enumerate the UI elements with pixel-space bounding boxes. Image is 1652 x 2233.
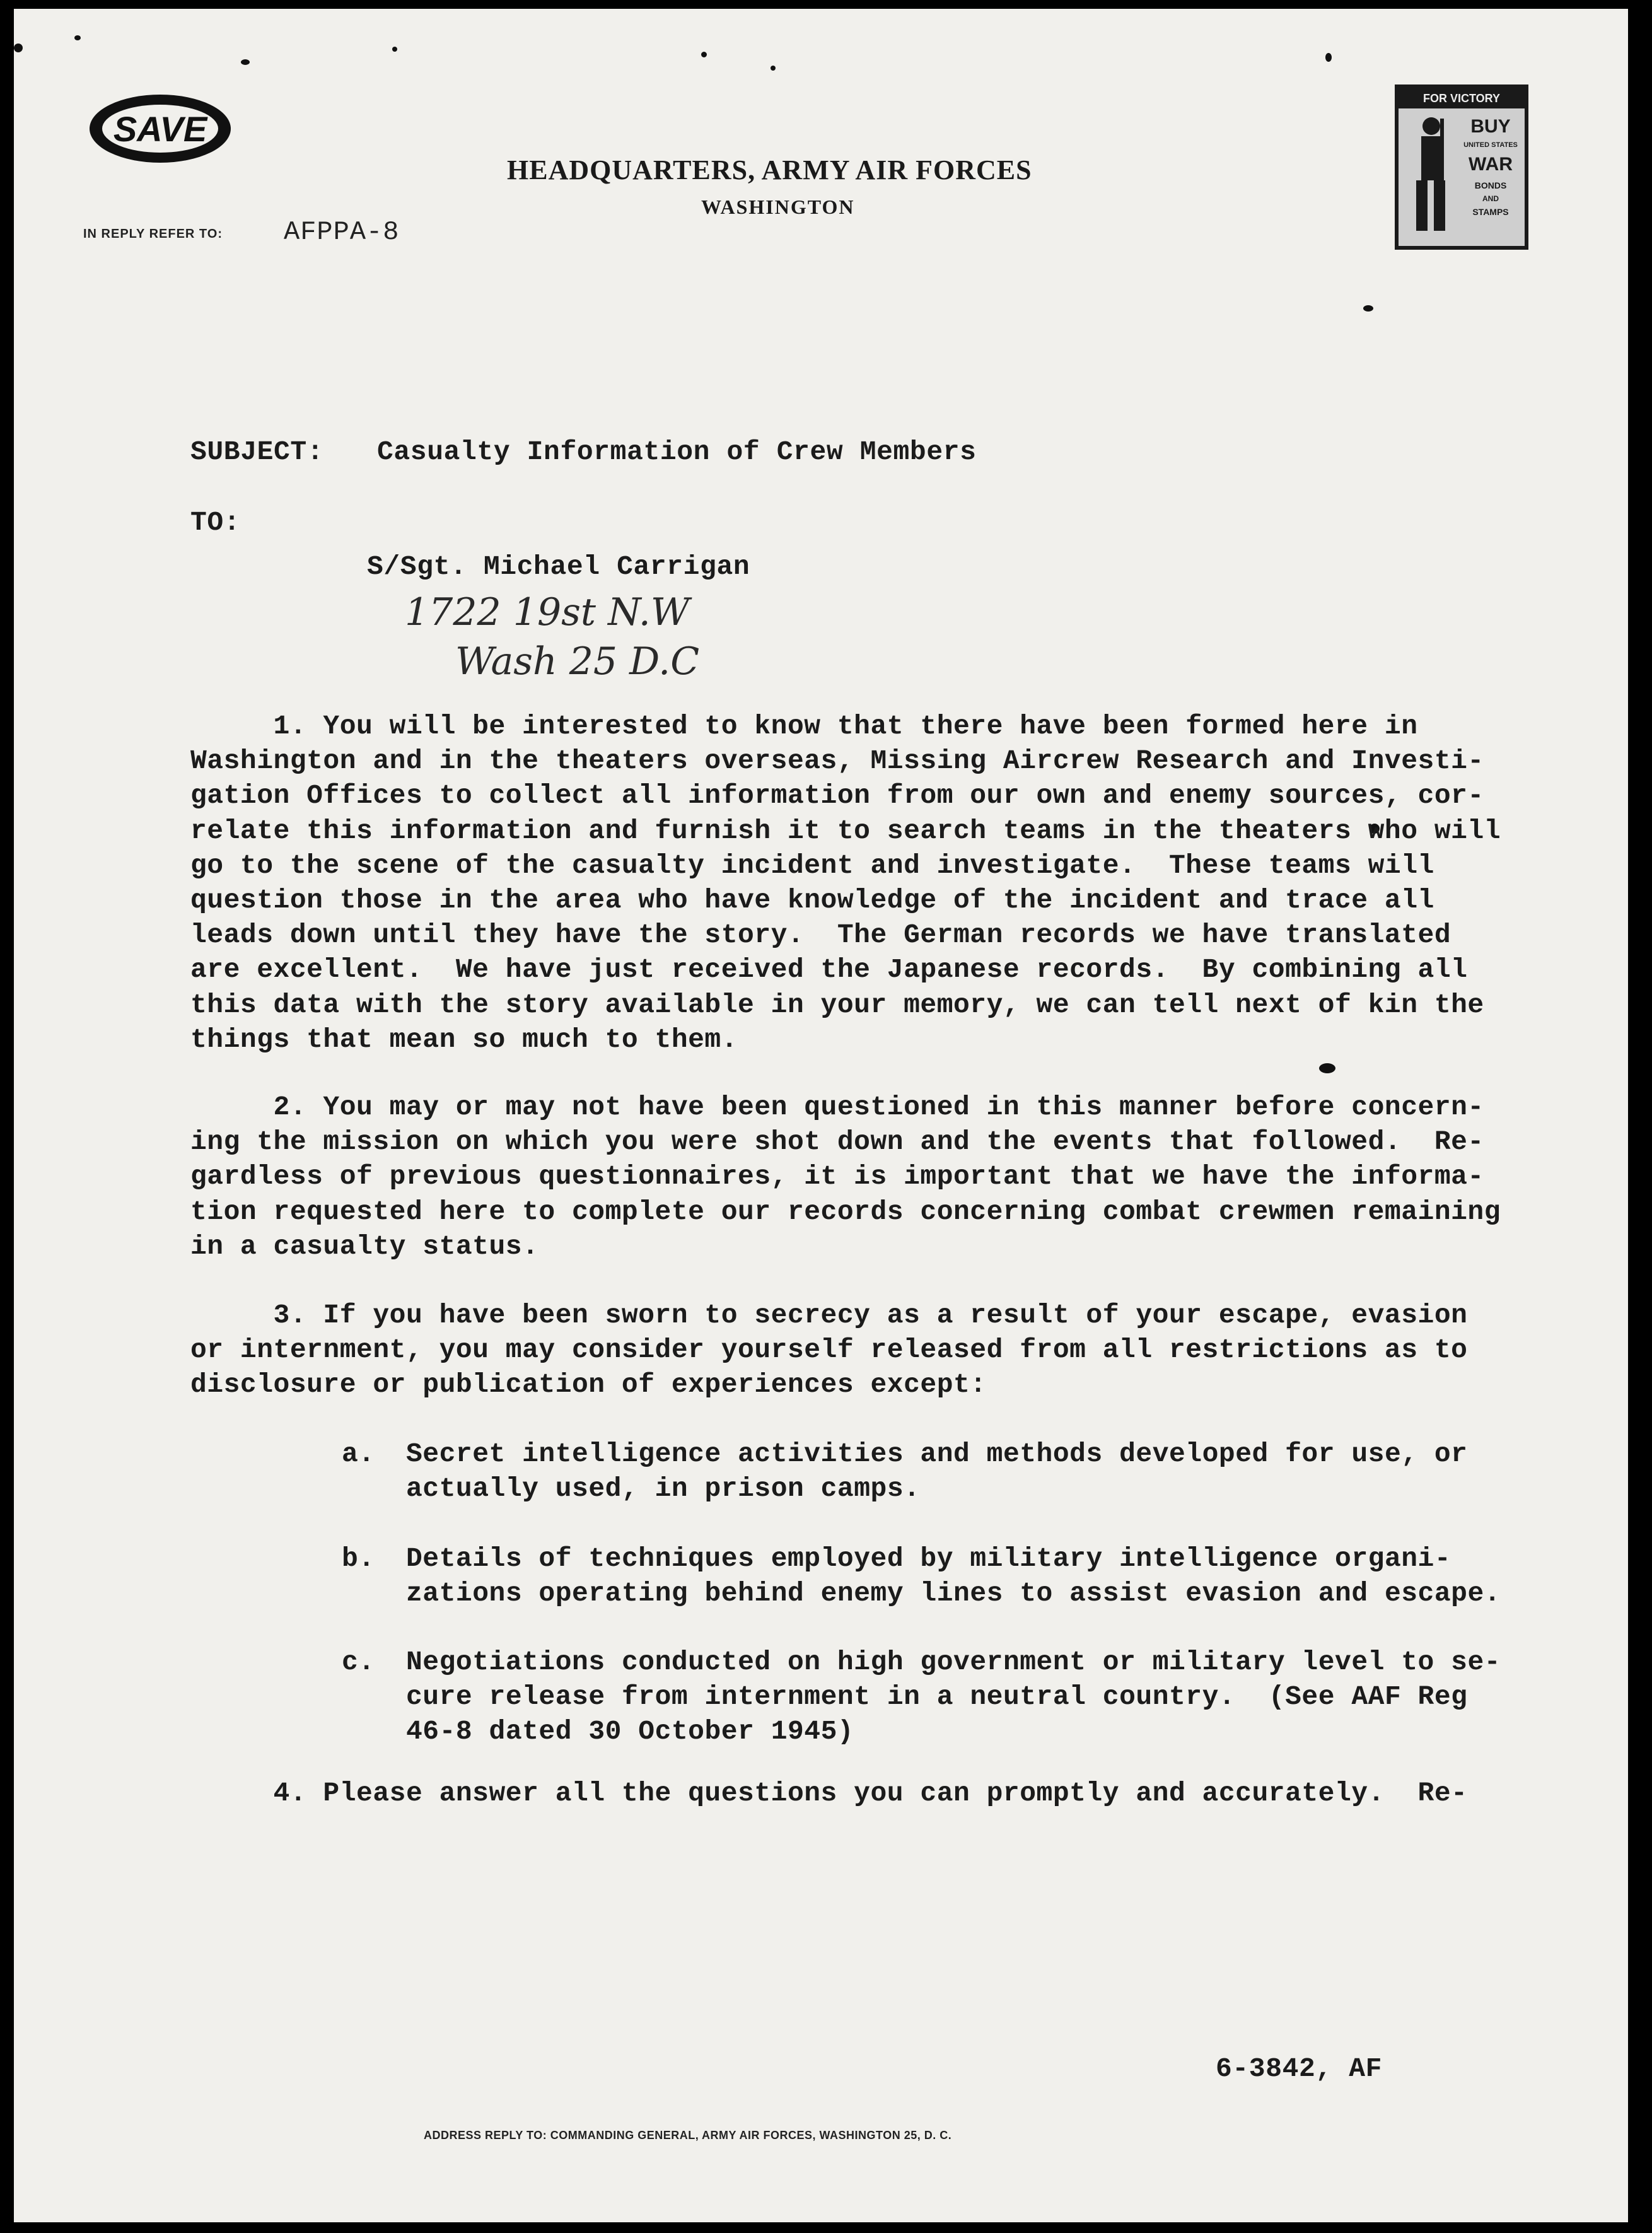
minuteman-icon — [1402, 112, 1459, 238]
recipient-name: S/Sgt. Michael Carrigan — [367, 551, 750, 582]
scan-speck — [392, 47, 397, 52]
save-seal-logo — [84, 91, 236, 166]
list-item-marker: b. — [342, 1543, 375, 1574]
handwritten-address-street: 1722 19st N.W — [405, 590, 690, 634]
stamp-heading: FOR VICTORY — [1399, 88, 1525, 108]
list-item-marker: c. — [342, 1647, 375, 1677]
scan-speck — [74, 35, 81, 40]
war-bonds-stamp — [1395, 85, 1528, 250]
paragraph-3: 3. If you have been sworn to secrecy as a result of your escape, evasion or internment, you may consider yourself released from all restrictions as to disclosure or publication of experiences except: — [190, 1300, 1468, 1401]
list-item-marker: a. — [342, 1438, 375, 1469]
scan-speck — [14, 44, 23, 52]
stamp-buy: BUY — [1470, 116, 1511, 137]
handwritten-address-city: Wash 25 D.C — [455, 639, 700, 684]
reply-label: IN REPLY REFER TO: — [83, 227, 223, 241]
scan-speck — [1363, 305, 1373, 312]
org-name: HEADQUARTERS, ARMY AIR FORCES — [507, 155, 1032, 185]
subject-text: Casualty Information of Crew Members — [377, 436, 977, 467]
stamp-war: WAR — [1469, 154, 1513, 175]
paragraph-4: 4. Please answer all the questions you can promptly and accurately. Re- — [190, 1778, 1468, 1809]
scan-speck — [1325, 53, 1332, 62]
paragraph-1: 1. You will be interested to know that there have been formed here in Washington and in the theaters overseas, Missing Aircrew Research and Investi- gation Offices to collect all information from our own and enemy sources, cor- relate this information and furnish it to search teams in the theaters who will go to the scene of the casualty incident and investigate. These teams will question those in the area who have knowledge of the incident and trace all leads down until they have the story. The German records we have translated are excellent. We have just received the Japanese records. By combining all this data with the story available in your memory, we can tell next of kin the things that mean so much to them. — [190, 711, 1501, 1055]
letter-page — [14, 9, 1628, 2222]
reply-code: AFPPA-8 — [284, 217, 400, 247]
paragraph-2: 2. You may or may not have been questioned in this manner before concern- ing the mission on which you were shot down and the events that followed. Re- gardless of previous questionnaires, it is important that we have the informa- tion requested here to complete our records concerning combat crewmen remaining in a casualty status. — [190, 1092, 1501, 1262]
city-name: WASHINGTON — [701, 195, 855, 218]
form-number: 6-3842, AF — [1216, 2053, 1383, 2084]
scan-speck — [771, 66, 776, 71]
subject-label: SUBJECT: — [190, 436, 324, 467]
list-item-text: Details of techniques employed by military intelligence organi- zations operating behind enemy lines to assist evasion and escape. — [406, 1543, 1501, 1609]
stamp-bonds: BONDS — [1474, 180, 1507, 190]
scan-speck — [241, 59, 250, 65]
stamp-and: AND — [1482, 194, 1499, 203]
svg-text:SAVE: SAVE — [113, 109, 207, 149]
to-label: TO: — [190, 507, 241, 538]
scan-speck — [1319, 1063, 1335, 1073]
list-item-text: Secret intelligence activities and methods developed for use, or actually used, in prison camps. — [406, 1438, 1468, 1505]
list-item-text: Negotiations conducted on high government or military level to se- cure release from internment in a neutral country. (See AAF Reg 46-8 dated 30 October 1945) — [406, 1647, 1501, 1747]
address-reply-footer: ADDRESS REPLY TO: COMMANDING GENERAL, ARMY AIR FORCES, WASHINGTON 25, D. C. — [424, 2129, 952, 2142]
stamp-stamps: STAMPS — [1472, 207, 1509, 217]
stamp-united-states: UNITED STATES — [1463, 141, 1518, 149]
scan-speck — [701, 52, 707, 57]
